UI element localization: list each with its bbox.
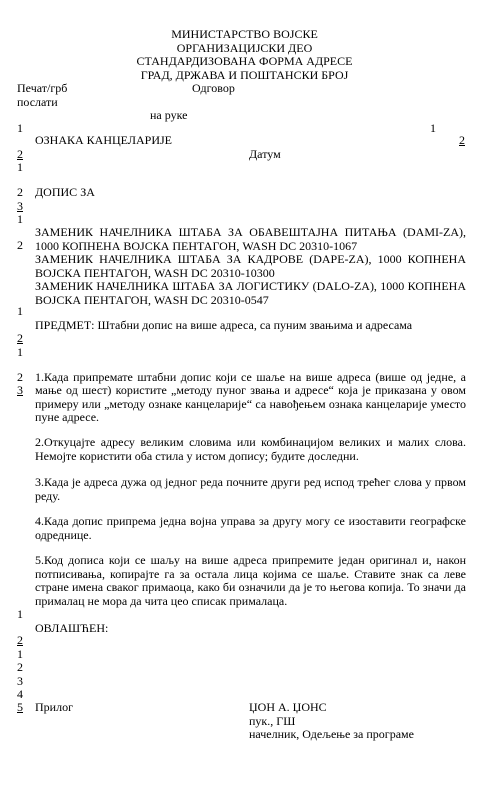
margin-number: 2 xyxy=(17,331,23,345)
by-hand-label: на руке xyxy=(150,108,188,122)
subject-line: ПРЕДМЕТ: Штабни допис на више адреса, са пуним звањима и адресама xyxy=(35,318,413,332)
margin-number: 1 xyxy=(17,160,23,174)
header-line-1: МИНИСТАРСТВО ВОЈСКЕ xyxy=(171,27,318,41)
authority-line: ОВЛАШЋЕН: xyxy=(35,621,109,635)
reply-label: Одговор xyxy=(192,81,235,95)
margin-number: 2 xyxy=(17,369,23,384)
stamp-label: Печат/грб xyxy=(17,81,68,95)
signature-position: начелник, Одељење за програме xyxy=(249,727,414,741)
paragraph-2: 2.Откуцајте адресу великим словима или комбинацијом великих и малих слова. Немојте користити оба стила у истом допису; будите доследни. xyxy=(35,435,466,463)
signature-rank: пук., ГШ xyxy=(249,713,296,728)
office-code-label: ОЗНАКА КАНЦЕЛАРИЈЕ xyxy=(35,133,172,147)
margin-number: 1 xyxy=(17,304,23,318)
margin-number: 1 xyxy=(17,344,23,359)
margin-number: 5 xyxy=(17,700,23,714)
margin-number: 3 xyxy=(17,383,23,397)
address-item: ЗАМЕНИК НАЧЕЛНИКА ШТАБА ЗА КАДРОВЕ (DAPE-ZA), 1000 КОПНЕНА ВОЈСКА ПЕНТАГОН, WASH DC 20310-10300 xyxy=(35,252,466,280)
address-list xyxy=(35,226,466,307)
margin-number: 2 xyxy=(17,146,23,161)
address-item: ЗАМЕНИК НАЧЕЛНИКА ШТАБА ЗА ЛОГИСТИКУ (DALO-ZA), 1000 КОПНЕНА ВОЈСКА ПЕНТАГОН, WASH DC 20310-0547 xyxy=(35,279,466,307)
margin-number: 1 xyxy=(17,646,23,661)
paragraph-3: 3.Када је адреса дужа од једног реда почните други ред испод трећег слова у првом реду. xyxy=(35,475,466,503)
paragraph-1: 1.Када припремате штабни допис који се шаље на више адреса (више од једне, а мање од шест) користите „методу пуног звања и адресе“ која је приказана у овом примеру или „методу ознаке канцеларије“ са навођењем ознака канцеларије уместо пуне адресе. xyxy=(35,369,466,424)
margin-number: 2 xyxy=(17,238,23,252)
margin-number: 2 xyxy=(17,660,23,674)
margin-number: 4 xyxy=(17,687,23,701)
header-line-3: СТАНДАРДИЗОВАНА ФОРМА АДРЕСЕ xyxy=(136,54,353,68)
paragraph-4: 4.Када допис припрема једна војна управа за другу могу се изоставити географске одреднице. xyxy=(35,514,466,542)
enclosure-label: Прилог xyxy=(35,700,73,714)
margin-number: 1 xyxy=(17,607,23,621)
margin-number: 1 xyxy=(17,212,23,226)
margin-number: 3 xyxy=(17,673,23,688)
margin-number: 1 xyxy=(17,120,23,135)
header-line-2: ОРГАНИЗАЦИЈСКИ ДЕО xyxy=(176,40,313,55)
stamp-send-label: послати xyxy=(17,94,58,109)
signature-name: ЏОН А. ЏОНС xyxy=(249,700,327,714)
letter-to-label: ДОПИС ЗА xyxy=(35,185,95,199)
margin-number: 2 xyxy=(459,133,465,147)
header-line-4: ГРАД, ДРЖАВА И ПОШТАНСКИ БРОЈ xyxy=(140,67,349,82)
margin-number: 2 xyxy=(17,633,23,647)
margin-number: 3 xyxy=(17,198,23,213)
margin-number: 1 xyxy=(430,120,436,135)
address-item: ЗАМЕНИК НАЧЕЛНИКА ШТАБА ЗА ОБАВЕШТАЈНА ПИТАЊА (DAMI-ZA), 1000 КОПНЕНА ВОЈСКА ПЕНТАГОН, WASH DC 20310-1067 xyxy=(35,225,466,253)
paragraph-5: 5.Код дописа који се шаљу на више адреса припремите један оригинал и, након потписивања, копирајте га за остала лица којима се шаље. Ставите знак са леве стране имена сваког примаоца, како би означили да је то његова копија. То значи да прималац не мора да чита цео списак прималаца. xyxy=(35,553,466,608)
date-label: Датум xyxy=(249,146,281,161)
margin-number: 2 xyxy=(17,185,23,199)
